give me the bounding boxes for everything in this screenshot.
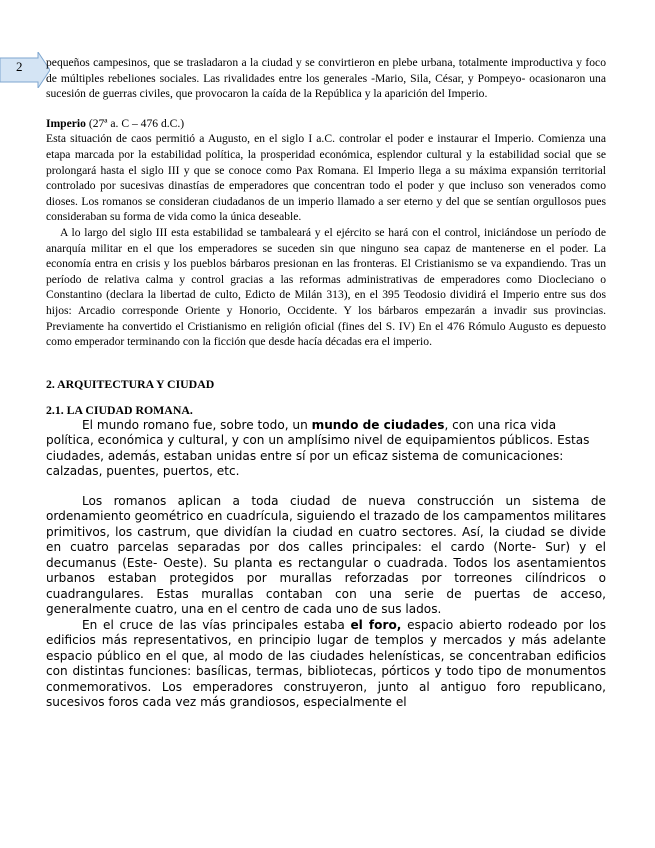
page-number-arrow-icon: [0, 52, 50, 88]
section-heading: 2. ARQUITECTURA Y CIUDAD: [46, 376, 215, 391]
subsection-heading: 2.1. LA CIUDAD ROMANA.: [46, 402, 193, 417]
imperio-dates: (27ª a. C – 476 d.C.): [88, 116, 185, 130]
ciudad-p1-text-b: , con una rica vida política, económica y cultural, y con un amplísimo nivel de equipamientos públicos. Estas ciudades, además, estaban unidas entre sí por un eficaz sistema de comunicaciones: calzadas, puentes, puertos, etc.: [46, 417, 590, 479]
page-number: 2: [16, 59, 23, 74]
ciudad-p3-text-b: espacio abierto rodeado por los edificios más representativos, en principio lugar de templos y mercados y más adelante espacio público en el que, al modo de las ciudades helenísticas, se concentraban edificios con distintas funciones: basílicas, termas, bibliotecas, pórticos y todo tipo de monumentos conmemorativos. Los emperadores construyeron, junto al antiguo foro republicano, sucesivos foros cada vez más grandiosos, especialmente el: [46, 617, 606, 710]
ciudad-p3-bold: el foro,: [350, 617, 402, 632]
intro-paragraph: pequeños campesinos, que se trasladaron a la ciudad y se convirtieron en plebe urbana, totalmente improductiva y foco de múltiples rebeliones sociales. Las rivalidades entre los generales -Mario, Sila, César, y Pompeyo- ocasionaron una sucesión de guerras civiles, que provocaron la caída de la República y la aparición del Imperio.: [46, 56, 606, 101]
ciudad-p1-bold: mundo de ciudades: [311, 417, 445, 432]
imperio-paragraph-2: A lo largo del siglo III esta estabilidad se tambaleará y el ejército se hará con el control, iniciándose un período de anarquía militar en el que los emperadores se suceden sin que ninguno sea capaz de mantenerse en el poder. La economía entra en crisis y los pueblos bárbaros presionan en las fronteras. El Cristianismo se va expandiendo. Tras un período de relativa calma y control gracias a las reformas administrativas de emperadores como Diocleciano o Constantino (declara la libertad de culto, Edicto de Milán 313), en el 395 Teodosio dividirá el Imperio entre sus dos hijos: Arcadio corresponde Oriente y Honorio, Occidente. Y los bárbaros empezarán a invadir sus provincias. Previamente ha convertido el Cristianismo en religión oficial (fines del S. IV) En el 476 Rómulo Augusto es depuesto como emperador terminando con la ficción que desde hacía décadas era el imperio.: [46, 225, 606, 349]
ciudad-paragraph-1: [46, 418, 606, 480]
ciudad-paragraph-3: [46, 618, 606, 711]
ciudad-paragraph-2: Los romanos aplican a toda ciudad de nueva construcción un sistema de ordenamiento geométrico en cuadrícula, siguiendo el trazado de los campamentos militares primitivos, los castrum, que dividían la ciudad en cuatro sectores. Así, la ciudad se divide en cuatro parcelas separadas por dos calles principales: el cardo (Norte- Sur) y el decumanus (Este- Oeste). Su planta es rectangular o cuadrada. Todos los asentamientos urbanos estaban protegidos por murallas reforzadas por torreones cilíndricos o cuadrangulares. Estas murallas contaban con una serie de puertas de acceso, generalmente cuatro, una en el centro de cada uno de sus lados.: [46, 493, 607, 617]
imperio-title: Imperio: [46, 116, 86, 130]
imperio-title-line: [46, 116, 606, 132]
document-body: [46, 55, 606, 711]
ciudad-p1-text-a: El mundo romano fue, sobre todo, un: [82, 417, 312, 432]
ciudad-p3-text-a: En el cruce de las vías principales estaba: [82, 617, 351, 632]
imperio-paragraph-1: Esta situación de caos permitió a Augusto, en el siglo I a.C. controlar el poder e instaurar el Imperio. Comienza una etapa marcada por la estabilidad política, la prosperidad económica, esplendor cultural y la estabilidad social que se prolongará hasta el siglo III y que se conoce como Pax Romana. El Imperio llega a su máxima expansión territorial controlado por sucesivas dinastías de emperadores que concentran todo el poder y que incluso son venerados como dioses. Los romanos se consideran ciudadanos de un imperio llamado a ser eterno y del que se sentían orgullosos pues consideraban su forma de vida como la única deseable.: [46, 132, 606, 224]
